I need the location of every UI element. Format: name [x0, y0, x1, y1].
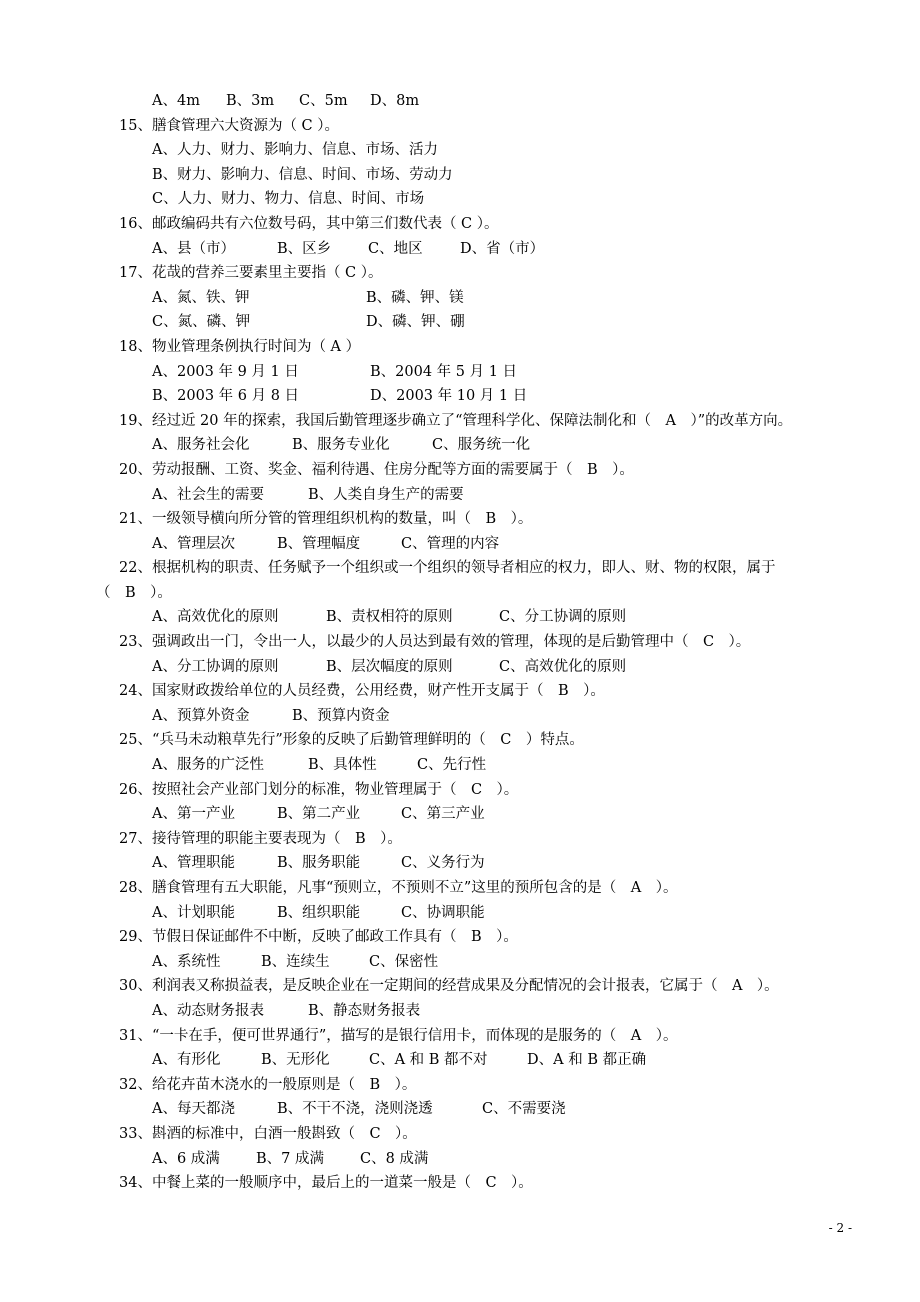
- answer-option: A、每天都浇: [152, 1101, 235, 1118]
- answer-option: C、义务行为: [401, 855, 485, 872]
- question-text: 33、斟酒的标准中，白酒一般斟致（ C ）。: [119, 1125, 417, 1142]
- answer-option: B、财力、影响力、信息、时间、市场、劳动力: [152, 166, 453, 183]
- question-text: 16、邮政编码共有六位数号码，其中第三们数代表（ C ）。: [119, 215, 499, 232]
- answer-option: B、预算内资金: [292, 707, 390, 724]
- answer-options: [0, 901, 920, 926]
- answer-option: B、无形化: [261, 1052, 330, 1069]
- answer-options: [0, 237, 920, 262]
- answer-option: B、层次幅度的原则: [326, 658, 453, 675]
- answer-option: B、人类自身生产的需要: [308, 486, 464, 503]
- answer-option: A、4m: [152, 93, 200, 109]
- question-text: 18、物业管理条例执行时间为（ A ）: [119, 338, 361, 355]
- answer-option: D、2003 年 10 月 1 日: [370, 388, 528, 405]
- answer-option: A、预算外资金: [152, 707, 250, 724]
- answer-options: [0, 89, 920, 114]
- answer-option: B、服务职能: [277, 855, 361, 872]
- answer-option: B、3m: [226, 93, 275, 109]
- answer-option: C、不需要浇: [482, 1101, 566, 1118]
- answer-option: C、第三产业: [401, 806, 485, 823]
- answer-option: A、人力、财力、影响力、信息、市场、活力: [152, 142, 438, 159]
- answer-options: [0, 310, 920, 335]
- answer-option: C、A 和 B 都不对: [369, 1052, 488, 1069]
- answer-option: C、5m: [299, 93, 348, 109]
- question-text: 34、中餐上菜的一般顺序中，最后上的一道菜一般是（ C ）。: [119, 1175, 533, 1192]
- answer-options: [0, 360, 920, 385]
- answer-option: B、连续生: [261, 953, 330, 970]
- answer-options: [0, 187, 920, 212]
- answer-option: B、7 成满: [256, 1150, 324, 1167]
- answer-option: B、组织职能: [277, 904, 361, 921]
- answer-option: C、分工协调的原则: [499, 609, 627, 626]
- answer-option: A、服务的广泛性: [152, 757, 264, 774]
- answer-options: [0, 433, 920, 458]
- answer-option: A、有形化: [152, 1052, 221, 1069]
- answer-option: A、氮、铁、钾: [152, 289, 250, 306]
- answer-option: D、省（市）: [460, 240, 545, 257]
- answer-option: B、第二产业: [277, 806, 361, 823]
- answer-option: C、先行性: [417, 757, 487, 774]
- answer-option: B、2003 年 6 月 8 日: [152, 388, 300, 405]
- answer-options: [0, 138, 920, 163]
- answer-option: D、8m: [370, 93, 420, 109]
- answer-option: B、2004 年 5 月 1 日: [370, 363, 518, 380]
- answer-option: C、氮、磷、钾: [152, 314, 251, 331]
- question-text: 28、膳食管理有五大职能，凡事“预则立，不预则不立”这里的预所包含的是（ A ）。: [119, 880, 678, 896]
- question-list: [0, 89, 920, 1196]
- answer-options: [0, 1147, 920, 1172]
- answer-option: C、管理的内容: [401, 535, 500, 552]
- answer-option: A、服务社会化: [152, 437, 250, 454]
- question-text: 30、利润表又称损益表，是反映企业在一定期间的经营成果及分配情况的会计报表，它属于（ A ）。: [119, 978, 779, 995]
- answer-options: [0, 999, 920, 1024]
- question-text: 31、“一卡在手，便可世界通行”，描写的是银行信用卡，而体现的是服务的（ A ）。: [119, 1027, 678, 1044]
- page-number: - 2 -: [828, 1221, 852, 1235]
- answer-option: A、高效优化的原则: [152, 609, 279, 626]
- question-text: 17、花哉的营养三要素里主要指（ C ）。: [119, 265, 383, 282]
- answer-option: B、静态财务报表: [308, 1002, 421, 1019]
- question-text: 19、经过近 20 年的探索，我国后勤管理逐步确立了“管理科学化、保障法制化和（ A ）”的改革方向。: [119, 412, 793, 429]
- question-text: 24、国家财政拨给单位的人员经费，公用经费，财产性开支属于（ B ）。: [119, 683, 605, 700]
- answer-option: D、磷、钾、硼: [366, 314, 465, 331]
- question-text: 29、节假日保证邮件不中断，反映了邮政工作具有（ B ）。: [119, 929, 518, 946]
- answer-option: B、管理幅度: [277, 535, 361, 552]
- answer-option: B、磷、钾、镁: [366, 289, 464, 306]
- answer-options: [0, 950, 920, 975]
- answer-option: B、区乡: [277, 240, 332, 257]
- question-text: 22、根据机构的职责、任务赋予一个组织或一个组织的领导者相应的权力，即人、财、物的权限，属于: [119, 560, 776, 577]
- answer-option: A、社会生的需要: [152, 486, 264, 503]
- answer-options: [0, 163, 920, 188]
- answer-options: [0, 483, 920, 508]
- question-text: 23、强调政出一门，令出一人，以最少的人员达到最有效的管理，体现的是后勤管理中（ C ）。: [119, 634, 751, 651]
- answer-option: A、第一产业: [152, 806, 235, 823]
- answer-options: [0, 605, 920, 630]
- answer-option: A、管理职能: [152, 855, 235, 872]
- answer-option: D、A 和 B 都正确: [527, 1052, 647, 1069]
- answer-options: [0, 753, 920, 778]
- answer-option: A、2003 年 9 月 1 日: [152, 363, 299, 380]
- answer-options: [0, 384, 920, 409]
- answer-option: A、县（市）: [152, 240, 235, 257]
- answer-option: A、管理层次: [152, 535, 235, 552]
- answer-option: A、动态财务报表: [152, 1002, 264, 1019]
- answer-option: B、具体性: [308, 757, 377, 774]
- answer-option: C、人力、财力、物力、信息、时间、市场: [152, 191, 425, 208]
- answer-option: A、分工协调的原则: [152, 658, 279, 675]
- answer-option: B、不干不浇，浇则浇透: [277, 1101, 433, 1118]
- question-text: 21、一级领导横向所分管的管理组织机构的数量，叫（ B ）。: [119, 511, 533, 528]
- answer-option: C、保密性: [369, 953, 439, 970]
- question-continuation: （ B ）。: [96, 584, 172, 601]
- answer-options: [0, 851, 920, 876]
- answer-options: [0, 1048, 920, 1073]
- answer-option: C、地区: [368, 240, 423, 257]
- answer-options: [0, 1097, 920, 1122]
- answer-option: A、6 成满: [152, 1150, 220, 1167]
- answer-options: [0, 655, 920, 680]
- answer-option: C、8 成满: [360, 1150, 429, 1167]
- question-text: 20、劳动报酬、工资、奖金、福利待遇、住房分配等方面的需要属于（ B ）。: [119, 461, 634, 478]
- answer-option: A、计划职能: [152, 904, 235, 921]
- question-text: 32、给花卉苗木浇水的一般原则是（ B ）。: [119, 1076, 417, 1093]
- answer-option: B、责权相符的原则: [326, 609, 453, 626]
- answer-option: C、高效优化的原则: [499, 658, 627, 675]
- answer-option: C、服务统一化: [432, 437, 531, 454]
- answer-options: [0, 532, 920, 557]
- answer-options: [0, 802, 920, 827]
- question-text: 15、膳食管理六大资源为（ C ）。: [119, 117, 340, 134]
- answer-options: [0, 704, 920, 729]
- answer-option: C、协调职能: [401, 904, 485, 921]
- question-text: 27、接待管理的职能主要表现为（ B ）。: [119, 830, 402, 847]
- question-text: 25、“兵马未动粮草先行”形象的反映了后勤管理鲜明的（ C ）特点。: [119, 732, 584, 749]
- answer-option: A、系统性: [152, 953, 221, 970]
- answer-options: [0, 286, 920, 311]
- answer-option: B、服务专业化: [292, 437, 390, 454]
- question-text: 26、按照社会产业部门划分的标准，物业管理属于（ C ）。: [119, 781, 519, 798]
